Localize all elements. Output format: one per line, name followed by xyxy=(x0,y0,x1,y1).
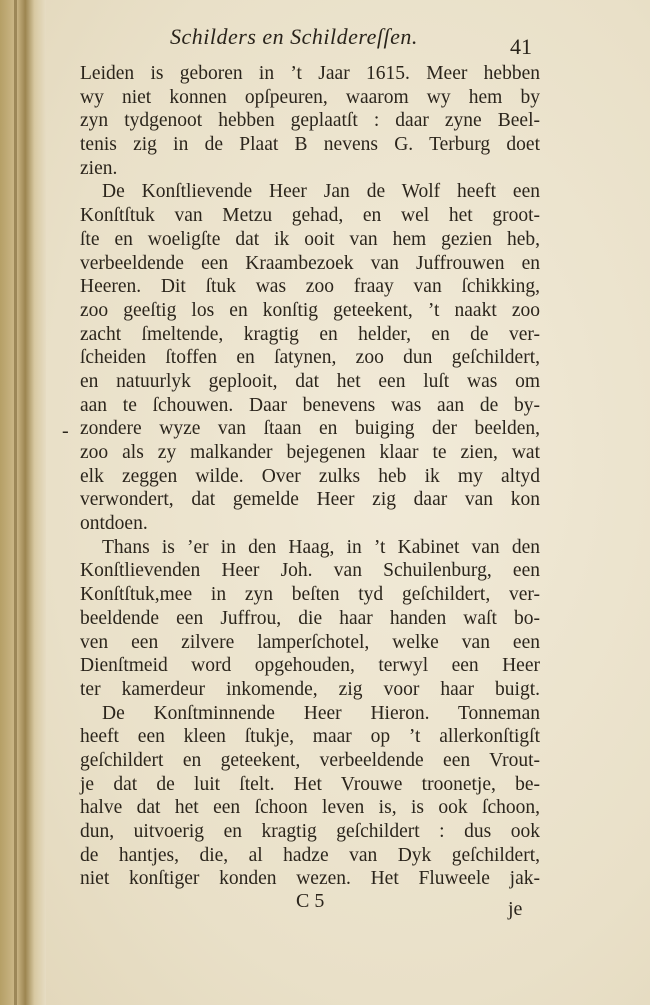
catchword: je xyxy=(508,898,523,920)
text-line: ven een zilvere lamperſchotel, welke van een xyxy=(80,631,540,653)
text-line: heeft een kleen ſtukje, maar op ’t allerkonſtigſt xyxy=(80,726,540,748)
text-line: verwondert, dat gemelde Heer zig daar van kon xyxy=(80,489,540,511)
text-line: Leiden is geboren in ’t Jaar 1615. Meer hebben xyxy=(80,63,540,84)
text-line: wy niet konnen opſpeuren, waarom wy hem by xyxy=(80,86,540,108)
page-number: 41 xyxy=(510,34,532,59)
text-line: ſcheiden ſtoffen en ſatynen, zoo dun geſchildert, xyxy=(80,347,540,369)
text-line: beeldende een Juffrou, die haar handen waſt bo- xyxy=(80,607,540,629)
text-line: verbeeldende een Kraambezoek van Juffrouwen en xyxy=(80,252,540,274)
text-line: geſchildert en geteekent, verbeeldende een Vrout- xyxy=(80,749,540,771)
text-line: Konſtſtuk,mee in zyn beſten tyd geſchildert, ver- xyxy=(80,584,540,606)
text-line: zacht ſmeltende, kragtig en helder, en de ver- xyxy=(80,323,540,345)
text-line: dun, uitvoerig en kragtig geſchildert : dus ook xyxy=(80,821,540,842)
signature-mark: C 5 xyxy=(296,890,325,912)
text-line: Konſtſtuk van Metzu gehad, en wel het groot- xyxy=(80,205,540,227)
text-line: de hantjes, die, al hadze van Dyk geſchildert, xyxy=(80,844,540,866)
text-line: Konſtlievenden Heer Joh. van Schuilenburg, een xyxy=(80,560,540,582)
book-gutter xyxy=(0,0,46,1005)
text-line: ſte en woeligſte dat ik ooit van hem gezien heb, xyxy=(80,228,540,250)
text-line: ontdoen. xyxy=(80,513,148,535)
text-line: De Konſtminnende Heer Hieron. Tonneman xyxy=(102,702,540,724)
text-line: Thans is ’er in den Haag, in ’t Kabinet van den xyxy=(102,536,540,558)
text-line: zondere wyze van ſtaan en buiging der beelden, xyxy=(80,418,540,440)
text-line: Dienſtmeid word opgehouden, terwyl een Heer xyxy=(80,655,540,677)
gutter-shadow-line xyxy=(14,0,17,1005)
running-head: Schilders en Schildereſſen. xyxy=(170,24,418,49)
body-text xyxy=(80,62,540,891)
margin-mark: - xyxy=(62,420,69,442)
text-line: De Konſtlievende Heer Jan de Wolf heeft een xyxy=(102,181,540,203)
text-line: en natuurlyk geplooit, dat het een luſt was om xyxy=(80,370,540,392)
text-line: tenis zig in de Plaat B nevens G. Terburg doet xyxy=(80,134,540,156)
text-line: zyn tydgenoot hebben geplaatſt : daar zyne Beel- xyxy=(80,110,540,132)
text-line: niet konſtiger konden wezen. Het Fluweele jak- xyxy=(80,868,540,890)
text-line: zoo als zy malkander bejegenen klaar te zien, wat xyxy=(80,442,540,463)
text-line: Heeren. Dit ſtuk was zoo fraay van ſchikking, xyxy=(80,276,540,298)
text-line: je dat de luit ſtelt. Het Vrouwe troonetje, be- xyxy=(80,773,540,795)
text-line: aan te ſchouwen. Daar benevens was aan de by- xyxy=(80,394,540,416)
text-line: ter kamerdeur inkomende, zig voor haar buigt. xyxy=(80,678,540,700)
text-line: elk zeggen wilde. Over zulks heb ik my altyd xyxy=(80,465,540,487)
text-line: halve dat het een ſchoon leven is, is ook ſchoon, xyxy=(80,797,540,819)
text-line: zoo geeſtig los en konſtig geteekent, ’t naakt zoo xyxy=(80,299,540,321)
text-line: zien. xyxy=(80,157,118,179)
